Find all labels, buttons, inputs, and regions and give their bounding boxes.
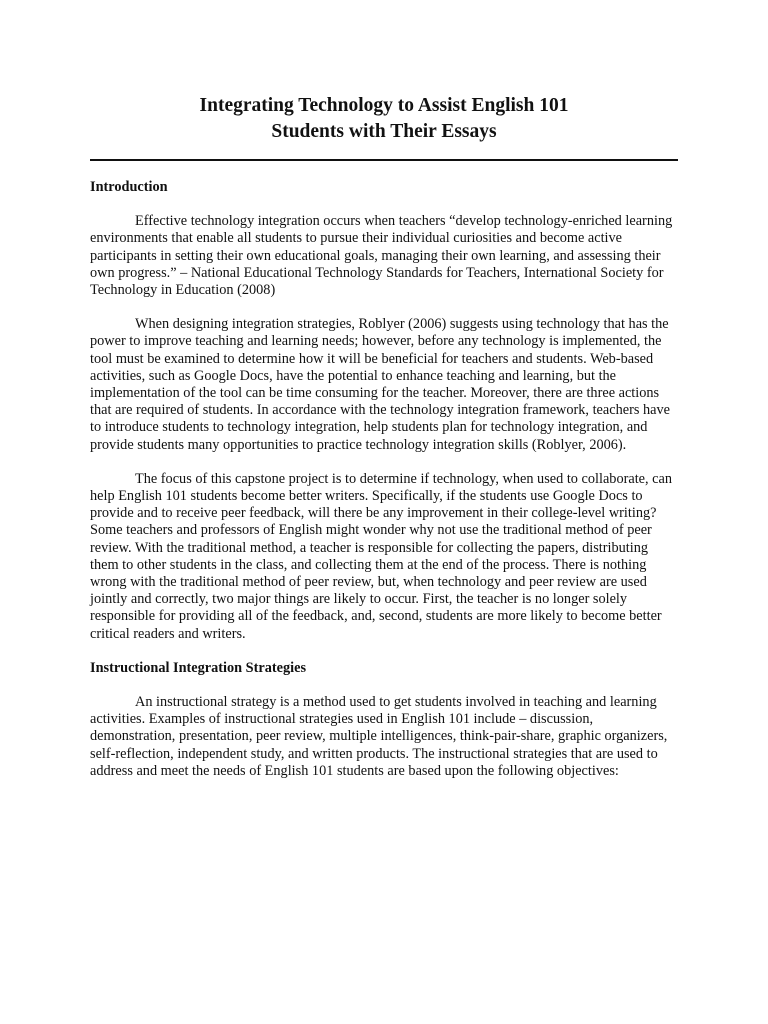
document-body: [90, 179, 680, 797]
paragraph: Effective technology integration occurs when teachers “develop technology-enriched learning environments that enable all students to pursue their individual curiosities and become active participants in setting their own educational goals, managing their own learning, and assessing their own progress.” – National Educational Technology Standards for Teachers, International Society for Technology in Education (2008): [90, 213, 673, 299]
paragraph: The focus of this capstone project is to determine if technology, when used to collaborate, can help English 101 students become better writers. Specifically, if the students use Google Docs to provide and to receive peer feedback, will there be any improvement in their college-level writing? Some teachers and professors of English might wonder why not use the traditional method of peer review. With the traditional method, a teacher is responsible for collecting the papers, distributing them to other students in the class, and collecting them at the end of the process. There is nothing wrong with the traditional method of peer review, but, when technology and peer review are used jointly and correctly, two major things are likely to occur. First, the teacher is no longer solely responsible for providing all of the feedback, and, second, students are more likely to become better critical readers and writers.: [90, 470, 673, 642]
section-heading-strategies: Instructional Integration Strategies: [90, 659, 307, 676]
paragraph: When designing integration strategies, Roblyer (2006) suggests using technology that has the power to improve teaching and learning needs; however, before any technology is implemented, the tool must be examined to determine how it will be beneficial for teachers and students. Web-based activities, such as Google Docs, have the potential to enhance teaching and learning, but the implementation of the tool can be time consuming for the teacher. Moreover, there are three actions that are required of students. In accordance with the technology integration framework, teachers have to introduce students to technology integration, help students plan for technology integration, and provide students many opportunities to practice technology integration skills (Roblyer, 2006).: [90, 316, 670, 453]
document-title: [90, 93, 678, 145]
paragraph: An instructional strategy is a method used to get students involved in teaching and learning activities. Examples of instructional strategies used in English 101 include – discussion, demonstration, presentation, peer review, multiple intelligences, think-pair-share, graphic organizers, self-reflection, independent study, and written products. The instructional strategies that are used to address and meet the needs of English 101 students are based upon the following objectives:: [90, 694, 668, 779]
title-line-2: Students with Their Essays: [271, 121, 497, 142]
title-divider: [90, 159, 678, 161]
section-heading-introduction: Introduction: [90, 179, 168, 195]
title-line-1: Integrating Technology to Assist English 101: [199, 95, 569, 116]
